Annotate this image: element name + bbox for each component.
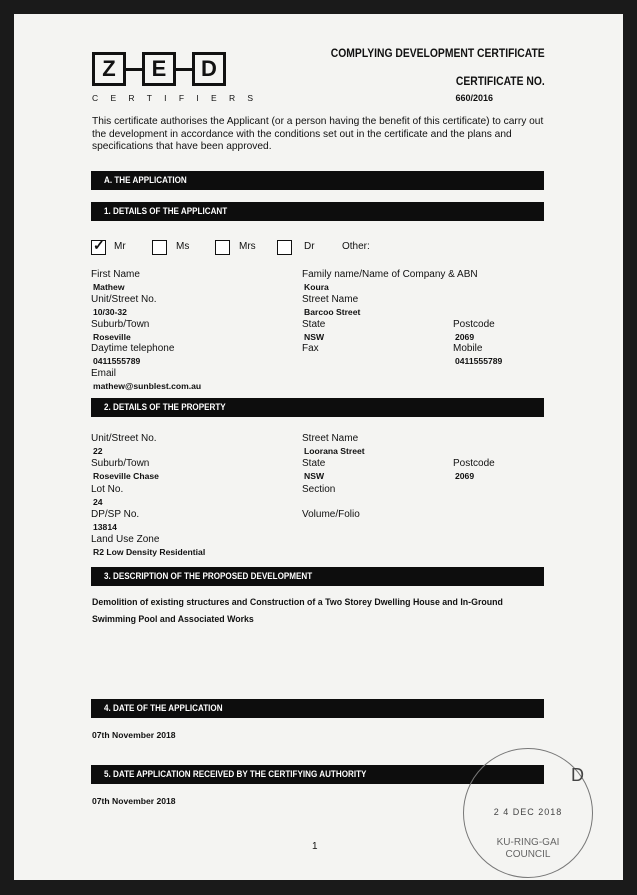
logo-connector: [126, 68, 142, 71]
zone-label: Land Use Zone: [91, 534, 160, 545]
applicant-postcode-value: 2069: [455, 332, 475, 342]
property-postcode-value: 2069: [455, 471, 475, 481]
page-number: 1: [312, 841, 318, 852]
family-name-label: Family name/Name of Company & ABN: [302, 269, 478, 280]
logo-subtitle: CERTIFIERS: [92, 93, 266, 103]
logo-letter-z: Z: [92, 52, 126, 86]
lot-label: Lot No.: [91, 484, 124, 495]
dp-label: DP/SP No.: [91, 509, 140, 520]
lot-value: 24: [93, 497, 103, 507]
property-state-value: NSW: [304, 471, 325, 481]
first-name-value: Mathew: [93, 282, 125, 292]
applicant-suburb-value: Roseville: [93, 332, 131, 342]
checkbox-dr[interactable]: [277, 240, 292, 255]
check-mark-icon: ✓: [93, 237, 105, 253]
logo-connector: [176, 68, 192, 71]
section-bar-application: [91, 171, 544, 190]
property-unit-value: 22: [93, 446, 103, 456]
property-suburb-label: Suburb/Town: [91, 458, 150, 469]
stamp-letter: D: [571, 765, 584, 785]
section-heading: 2. DETAILS OF THE PROPERTY: [104, 402, 226, 412]
stamp-council-name: [464, 837, 592, 861]
logo-letter-d: D: [192, 52, 226, 86]
applicant-state-value: NSW: [304, 332, 325, 342]
fax-label: Fax: [302, 343, 319, 354]
applicant-postcode-label: Postcode: [453, 319, 495, 330]
council-received-stamp: [463, 748, 593, 878]
applicant-suburb-label: Suburb/Town: [91, 319, 150, 330]
checkbox-mrs[interactable]: [215, 240, 230, 255]
certificate-number-label: CERTIFICATE NO.: [456, 76, 545, 88]
date-application-value: 07th November 2018: [92, 730, 176, 740]
checkbox-label-mr: Mr: [114, 241, 126, 252]
section-heading: 5. DATE APPLICATION RECEIVED BY THE CERTIFYING AUTHORITY: [104, 769, 367, 779]
volume-folio-label: Volume/Folio: [302, 509, 360, 520]
logo-letter-e: E: [142, 52, 176, 86]
property-state-label: State: [302, 458, 326, 469]
zed-certifiers-logo: [92, 52, 265, 103]
section-heading: A. THE APPLICATION: [104, 175, 187, 185]
section-bar-description: [91, 567, 544, 586]
stamp-date: 2 4 DEC 2018: [493, 807, 563, 817]
family-name-value: Koura: [304, 282, 329, 292]
certificate-number: 660/2016: [455, 93, 493, 103]
section-heading: 4. DATE OF THE APPLICATION: [104, 703, 223, 713]
checkbox-label-other: Other:: [342, 241, 370, 252]
checkbox-mr[interactable]: [91, 237, 106, 255]
property-unit-label: Unit/Street No.: [91, 433, 157, 444]
property-suburb-value: Roseville Chase: [93, 471, 159, 481]
first-name-label: First Name: [91, 269, 140, 280]
applicant-state-label: State: [302, 319, 326, 330]
section-bar-date-application: [91, 699, 544, 718]
checkbox-label-ms: Ms: [176, 241, 190, 252]
email-value: mathew@sunblest.com.au: [93, 381, 202, 391]
zone-value: R2 Low Density Residential: [93, 547, 206, 557]
applicant-unit-value: 10/30-32: [93, 307, 127, 317]
property-postcode-label: Postcode: [453, 458, 495, 469]
email-label: Email: [91, 368, 117, 379]
development-description: Demolition of existing structures and Construction of a Two Storey Dwelling House and In-Ground Swimming Pool and Associated Works: [92, 597, 503, 624]
applicant-street-label: Street Name: [302, 294, 359, 305]
phone-value: 0411555789: [93, 356, 141, 366]
property-street-value: Loorana Street: [304, 446, 365, 456]
intro-paragraph: This certificate authorises the Applicant (or a person having the benefit of this certificate) to carry out the development in accordance with the conditions set out in the certificate and the plans and specifications that have been approved.: [92, 116, 544, 153]
applicant-street-value: Barcoo Street: [304, 307, 361, 317]
property-street-label: Street Name: [302, 433, 359, 444]
applicant-unit-label: Unit/Street No.: [91, 294, 157, 305]
dp-value: 13814: [93, 522, 117, 532]
section-heading: 3. DESCRIPTION OF THE PROPOSED DEVELOPMENT: [104, 571, 313, 581]
section-bar-applicant: [91, 202, 544, 221]
mobile-value: 0411555789: [455, 356, 503, 366]
stamp-council-line1: KU-RING-GAI: [496, 837, 560, 848]
section-heading: 1. DETAILS OF THE APPLICANT: [104, 206, 228, 216]
mobile-label: Mobile: [453, 343, 483, 354]
checkbox-ms[interactable]: [152, 240, 167, 255]
checkbox-label-dr: Dr: [304, 241, 315, 252]
checkbox-label-mrs: Mrs: [239, 241, 256, 252]
phone-label: Daytime telephone: [91, 343, 175, 354]
certificate-page: [14, 14, 623, 880]
certificate-title: COMPLYING DEVELOPMENT CERTIFICATE: [331, 48, 545, 60]
stamp-council-line2: COUNCIL: [505, 849, 551, 860]
section-label: Section: [302, 484, 336, 495]
section-bar-property: [91, 398, 544, 417]
date-received-value: 07th November 2018: [92, 796, 176, 806]
